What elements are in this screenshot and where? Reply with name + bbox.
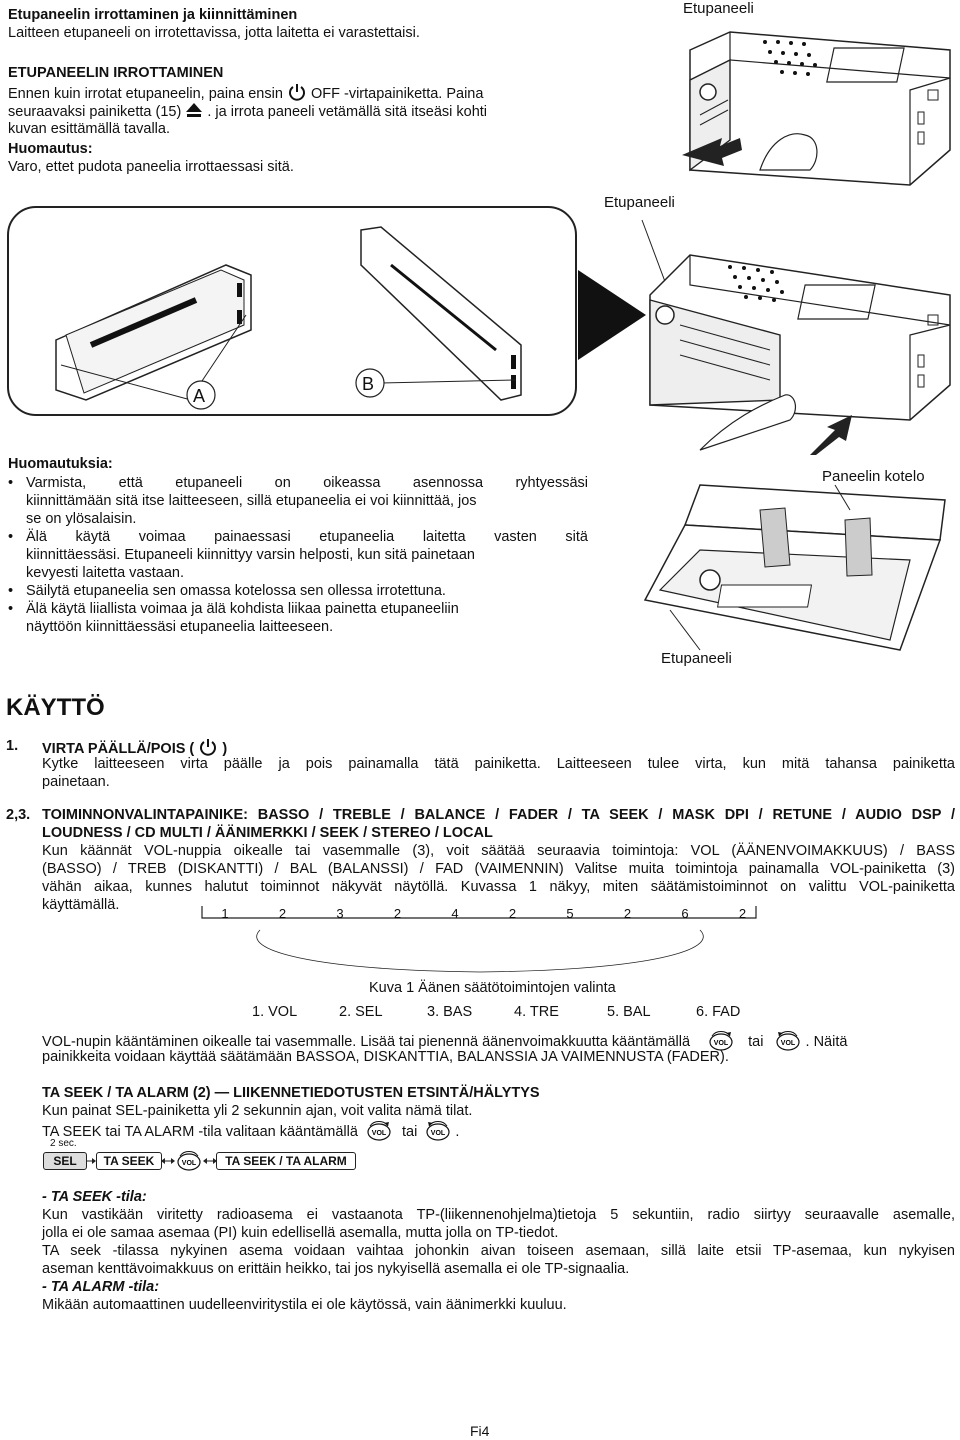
item-2-title-line-1: TOIMINNONVALINTAPAINIKE: BASSO / TREBLE / BALANCE / FADER / TA SEEK / MASK DPI / RETUNE / AUDIO DSP / [42, 807, 955, 823]
note-2-line-2: kiinnittäessäsi. Etupaneeli kiinnittyy varsin helposti, kun sitä painetaan [26, 547, 475, 563]
sequence-number: 2 [738, 906, 747, 921]
notes-list [8, 474, 588, 636]
item-1-line-1: Kytke laitteeseen virta päälle ja pois painamalla tätä painiketta. Laitteeseen tulee virta, kun mitä tahansa painiketta [42, 756, 955, 772]
sequence-number: 2 [623, 906, 632, 921]
seq-label-fad: 6. FAD [696, 1004, 741, 1020]
label-paneelin-kotelo: Paneelin kotelo [822, 468, 925, 485]
vol-knob-left-icon [425, 1120, 451, 1142]
mode-1-title: - TA SEEK -tila: [42, 1189, 147, 1205]
note-3-line-1: Säilytä etupaneelia sen omassa kotelossa sen ollessa irrotettuna. [26, 583, 446, 599]
function-sequence-diagram [200, 900, 760, 975]
arrow-right-icon [86, 1155, 96, 1167]
mark-a: A [193, 386, 206, 406]
mode-1-body [42, 1206, 955, 1278]
svg-text:VOL: VOL [431, 1130, 446, 1137]
eject-icon [185, 101, 203, 119]
item-2-line-1: Kun käännät VOL-nuppia oikealle tai vasemmalle (3), voit säätää seuraavia toimintoja: VOL (ÄÄNENVOIMAKKUUS) / BASS [42, 843, 955, 859]
bullet-4: • [8, 601, 14, 617]
mark-b: B [362, 374, 375, 394]
svg-text:VOL: VOL [781, 1040, 796, 1047]
vol-line-2: painikkeita voidaan käyttää säätämään BASSOA, DISKANTTIA, BALANSSIA JA VAIMENNUSTA (FADER). [42, 1049, 729, 1065]
sel-button: SEL [43, 1152, 87, 1170]
vol-knob-icon [176, 1150, 202, 1172]
bullet-1: • [8, 475, 14, 491]
item-2-line-4: käyttämällä. [42, 897, 120, 913]
vol-line-1b: tai [748, 1034, 764, 1050]
detach-line-3: kuvan esittämällä tavalla. [8, 121, 170, 137]
vol-line-1a: VOL-nupin kääntäminen oikealle tai vasemmalle. Lisää tai pienennä äänenvoimakkuutta kääntämällä [42, 1034, 691, 1050]
mode-2-title: - TA ALARM -tila: [42, 1279, 160, 1295]
detach-line-1 [8, 82, 483, 103]
ta-seek-line-1: Kun painat SEL-painiketta yli 2 sekunnin ajan, voit valita nämä tilat. [42, 1103, 473, 1119]
note-1-line-3: se on ylösalaisin. [26, 511, 137, 527]
panel-case-illustration [640, 480, 955, 660]
subtitle: ETUPANEELIN IRROTTAMINEN [8, 65, 224, 81]
sequence-numbers [221, 906, 746, 921]
sequence-number: 2 [508, 906, 517, 921]
detach-line-1b: OFF -virtapainiketta. Paina [310, 86, 484, 102]
seq-label-tre: 4. TRE [514, 1004, 559, 1020]
note-4-line-1: Älä käytä liiallista voimaa ja älä kohdista liikaa painetta etupaneeliin [26, 601, 459, 617]
note-1-line-2: kiinnittämään sitä itse laitteeseen, sillä etupaneelia ei voi kiinnittää, jos [26, 493, 477, 509]
detach-line-2a: seuraavaksi painiketta (15) [8, 104, 182, 120]
note-2-line-3: kevyesti laitetta vastaan. [26, 565, 184, 581]
ta-seek-line-2 [42, 1120, 459, 1142]
mode-1-line-1: Kun vastikään viritetty radioasema ei vastaanota TP-(liikennenohjelma)tietoja 5 sekuntiin, radio siirtyy seuraavalle asemalle, [42, 1207, 955, 1223]
detail-callout-illustration [6, 205, 590, 420]
notes-label: Huomautuksia: [8, 456, 113, 472]
label-etupaneeli-case: Etupaneeli [661, 650, 732, 667]
ta-seek-pill: TA SEEK [96, 1152, 162, 1170]
sequence-number: 5 [566, 906, 574, 921]
radio-detach-illustration [670, 20, 955, 190]
arrow-left-right-icon [161, 1155, 175, 1167]
vol-knob-right-icon [366, 1120, 392, 1142]
bullet-2: • [8, 529, 14, 545]
section-title: Etupaneelin irrottaminen ja kiinnittäminen [8, 7, 298, 23]
item-2-title [42, 806, 955, 842]
intro-text: Laitteen etupaneeli on irrotettavissa, jotta laitetta ei varastettaisi. [8, 25, 420, 41]
vol-line-1c: . Näitä [805, 1034, 848, 1050]
power-icon [287, 82, 307, 102]
mode-1-line-4: aseman kenttävoimakkuus on erittäin heikko, tai jos nykyisellä asemalla ei ole TP-signaalia. [42, 1261, 630, 1277]
note-1-line-1: Varmista, että etupaneeli on oikeassa asennossa ryhtyessäsi [26, 475, 588, 491]
detach-line-2b: . ja irrota paneeli vetämällä sitä itseäsi kohti [207, 104, 488, 120]
item-1-line-2: painetaan. [42, 774, 110, 790]
sequence-number: 4 [451, 906, 459, 921]
sec-label: 2 sec. [50, 1138, 77, 1149]
mode-2-line-1: Mikään automaattinen uudelleenviritystila ei ole käytössä, vain äänimerkki kuuluu. [42, 1297, 567, 1313]
seq-label-bal: 5. BAL [607, 1004, 651, 1020]
heading-kaytto: KÄYTTÖ [6, 694, 105, 721]
item-2-title-line-2: LOUDNESS / CD MULTI / ÄÄNIMERKKI / SEEK / STEREO / LOCAL [42, 825, 493, 841]
power-icon [198, 737, 218, 757]
note-text: Varo, ettet pudota paneelia irrottaessasi sitä. [8, 159, 294, 175]
sequence-number: 6 [681, 906, 689, 921]
sequence-caption: Kuva 1 Äänen säätötoimintojen valinta [369, 980, 616, 996]
label-etupaneeli-mid: Etupaneeli [604, 194, 675, 211]
item-1-title-a: VIRTA PÄÄLLÄ/POIS ( [42, 741, 195, 757]
note-4-line-2: näyttöön kiinnittäessäsi etupaneelia laitteeseen. [26, 619, 334, 635]
page-number: Fi4 [470, 1423, 490, 1439]
item-1-body [42, 755, 955, 791]
bullet-3: • [8, 583, 14, 599]
ta-seek-title: TA SEEK / TA ALARM (2) — LIIKENNETIEDOTUSTEN ETSINTÄ/HÄLYTYS [42, 1085, 540, 1101]
item-2-line-3: vähän aikaa, kunnes halutut toiminnot näkyvät näytöllä. Kuvassa 1 näkyy, miten säätämistoiminnot on valittu VOL-painiketta [42, 879, 955, 895]
detach-line-1a: Ennen kuin irrotat etupaneelin, paina ensin [8, 86, 283, 102]
ta-seek-line-2a: TA SEEK tai TA ALARM -tila valitaan kääntämällä [42, 1124, 358, 1140]
sequence-number: 2 [278, 906, 287, 921]
item-2-line-2: (BASSO) / TREB (DISKANTTI) / BAL (BALANSSI) / FAD (VAIMENNIN) Valitse muita toimintoja painamalla VOL-painiketta (3) [42, 861, 955, 877]
ta-seek-line-2c: . [455, 1124, 460, 1140]
ta-seek-line-2b: tai [402, 1124, 418, 1140]
label-etupaneeli-top: Etupaneeli [683, 0, 754, 17]
seq-label-bas: 3. BAS [427, 1004, 473, 1020]
note-2-line-1: Älä käytä voimaa painaessasi etupaneelia laitetta vasten sitä [26, 529, 588, 545]
seq-label-sel: 2. SEL [339, 1004, 383, 1020]
item-1-num: 1. [6, 738, 19, 754]
svg-text:VOL: VOL [713, 1040, 729, 1047]
sequence-number: 3 [336, 906, 344, 921]
seq-label-vol: 1. VOL [252, 1004, 298, 1020]
item-2-num: 2,3. [6, 807, 31, 823]
radio-attach-illustration [620, 215, 955, 455]
sequence-number: 2 [393, 906, 402, 921]
ta-seek-alarm-pill: TA SEEK / TA ALARM [216, 1152, 356, 1170]
svg-text:VOL: VOL [371, 1130, 387, 1137]
item-1-title-b: ) [222, 741, 228, 757]
detach-line-2 [8, 101, 487, 121]
mode-1-line-3: TA seek -tilassa nykyinen asema voidaan vaihtaa johonkin aivan toiseen asemaan, sillä laite etsii TP-asemaa, kun nykyisen [42, 1243, 955, 1259]
arrow-left-right-icon [203, 1155, 217, 1167]
sequence-labels [0, 1004, 960, 1024]
sequence-number: 1 [221, 906, 229, 921]
vol-knob-left-icon [775, 1030, 801, 1052]
note-label: Huomautus: [8, 141, 93, 157]
mode-1-line-2: jolla ei ole samaa asemaa (PI) kuin edellisellä asemalla, mutta jolla on TP-tiedot. [42, 1225, 559, 1241]
svg-text:VOL: VOL [181, 1160, 197, 1167]
